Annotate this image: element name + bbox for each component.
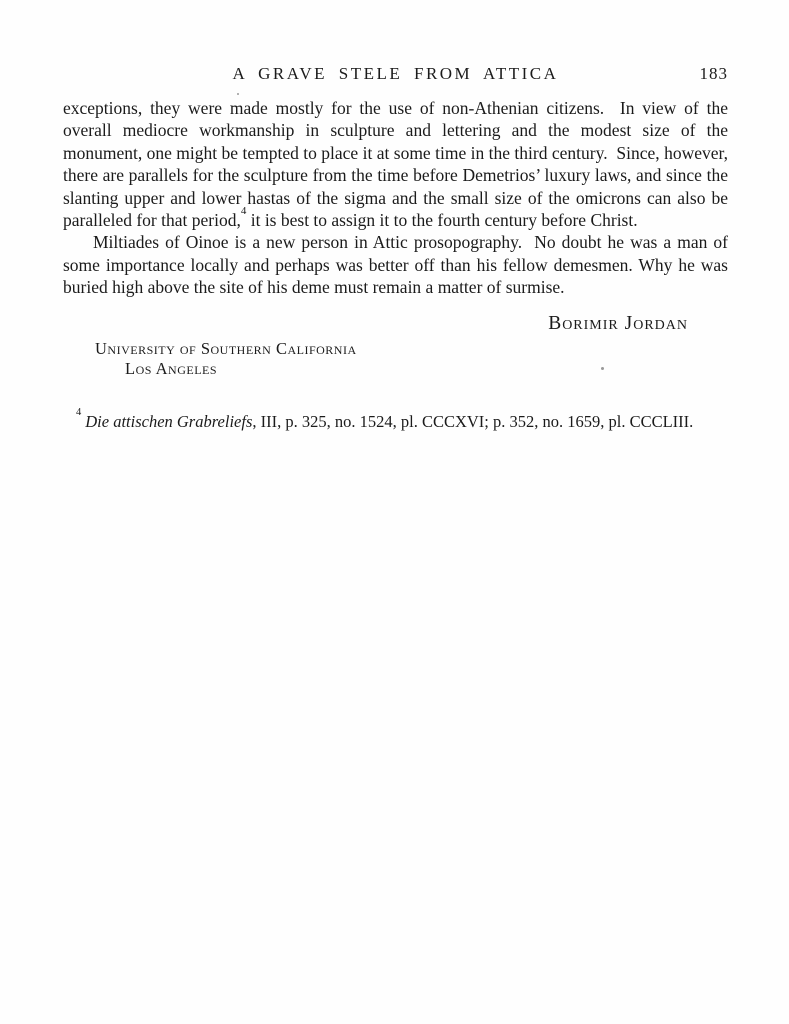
- affiliation-city: Los Angeles: [125, 358, 218, 378]
- running-head: [63, 64, 728, 84]
- footnote: [63, 407, 728, 432]
- scan-speck: [237, 93, 239, 95]
- page-content: [63, 0, 728, 432]
- affiliation-institution: University of Southern California: [95, 338, 357, 358]
- paragraph-1-text: exceptions, they were made mostly for the use of non-Athenian citizens. In view of the overall mediocre workmanship in sculpture and lettering and the modest size of the monument, one might be tempted to place it at some time in the third century. Since, however, there are parallels for the sculpture from the time before Demetrios’ luxury laws, and since the slanting upper and lower hastas of the sigma and the small size of the omicrons can also be paralleled for that period,: [63, 98, 728, 231]
- paragraph-1: [63, 97, 728, 231]
- scan-speck: [601, 367, 604, 370]
- article-body: [63, 97, 728, 299]
- article-title: A GRAVE STELE FROM ATTICA: [232, 64, 559, 83]
- footnote-marker: 4: [76, 407, 82, 419]
- footnote-citation: , III, p. 325, no. 1524, pl. CCCXVI; p. 352, no. 1659, pl. CCCLIII.: [252, 411, 694, 431]
- footnote-work-title: Die attischen Grabreliefs: [85, 411, 253, 431]
- author-affiliation: [95, 339, 728, 379]
- page-number: 183: [699, 64, 728, 83]
- author-signature: Borimir Jordan: [548, 312, 688, 334]
- footnote-reference-4: 4: [240, 205, 247, 218]
- paragraph-2: Miltiades of Oinoe is a new person in Attic prosopography. No doubt he was a man of some importance locally and perhaps was better off than his fellow demesmen. Why he was buried high above the site of his deme must remain a matter of surmise.: [63, 232, 728, 298]
- paragraph-1-text-after: it is best to assign it to the fourth century before Christ.: [246, 210, 638, 231]
